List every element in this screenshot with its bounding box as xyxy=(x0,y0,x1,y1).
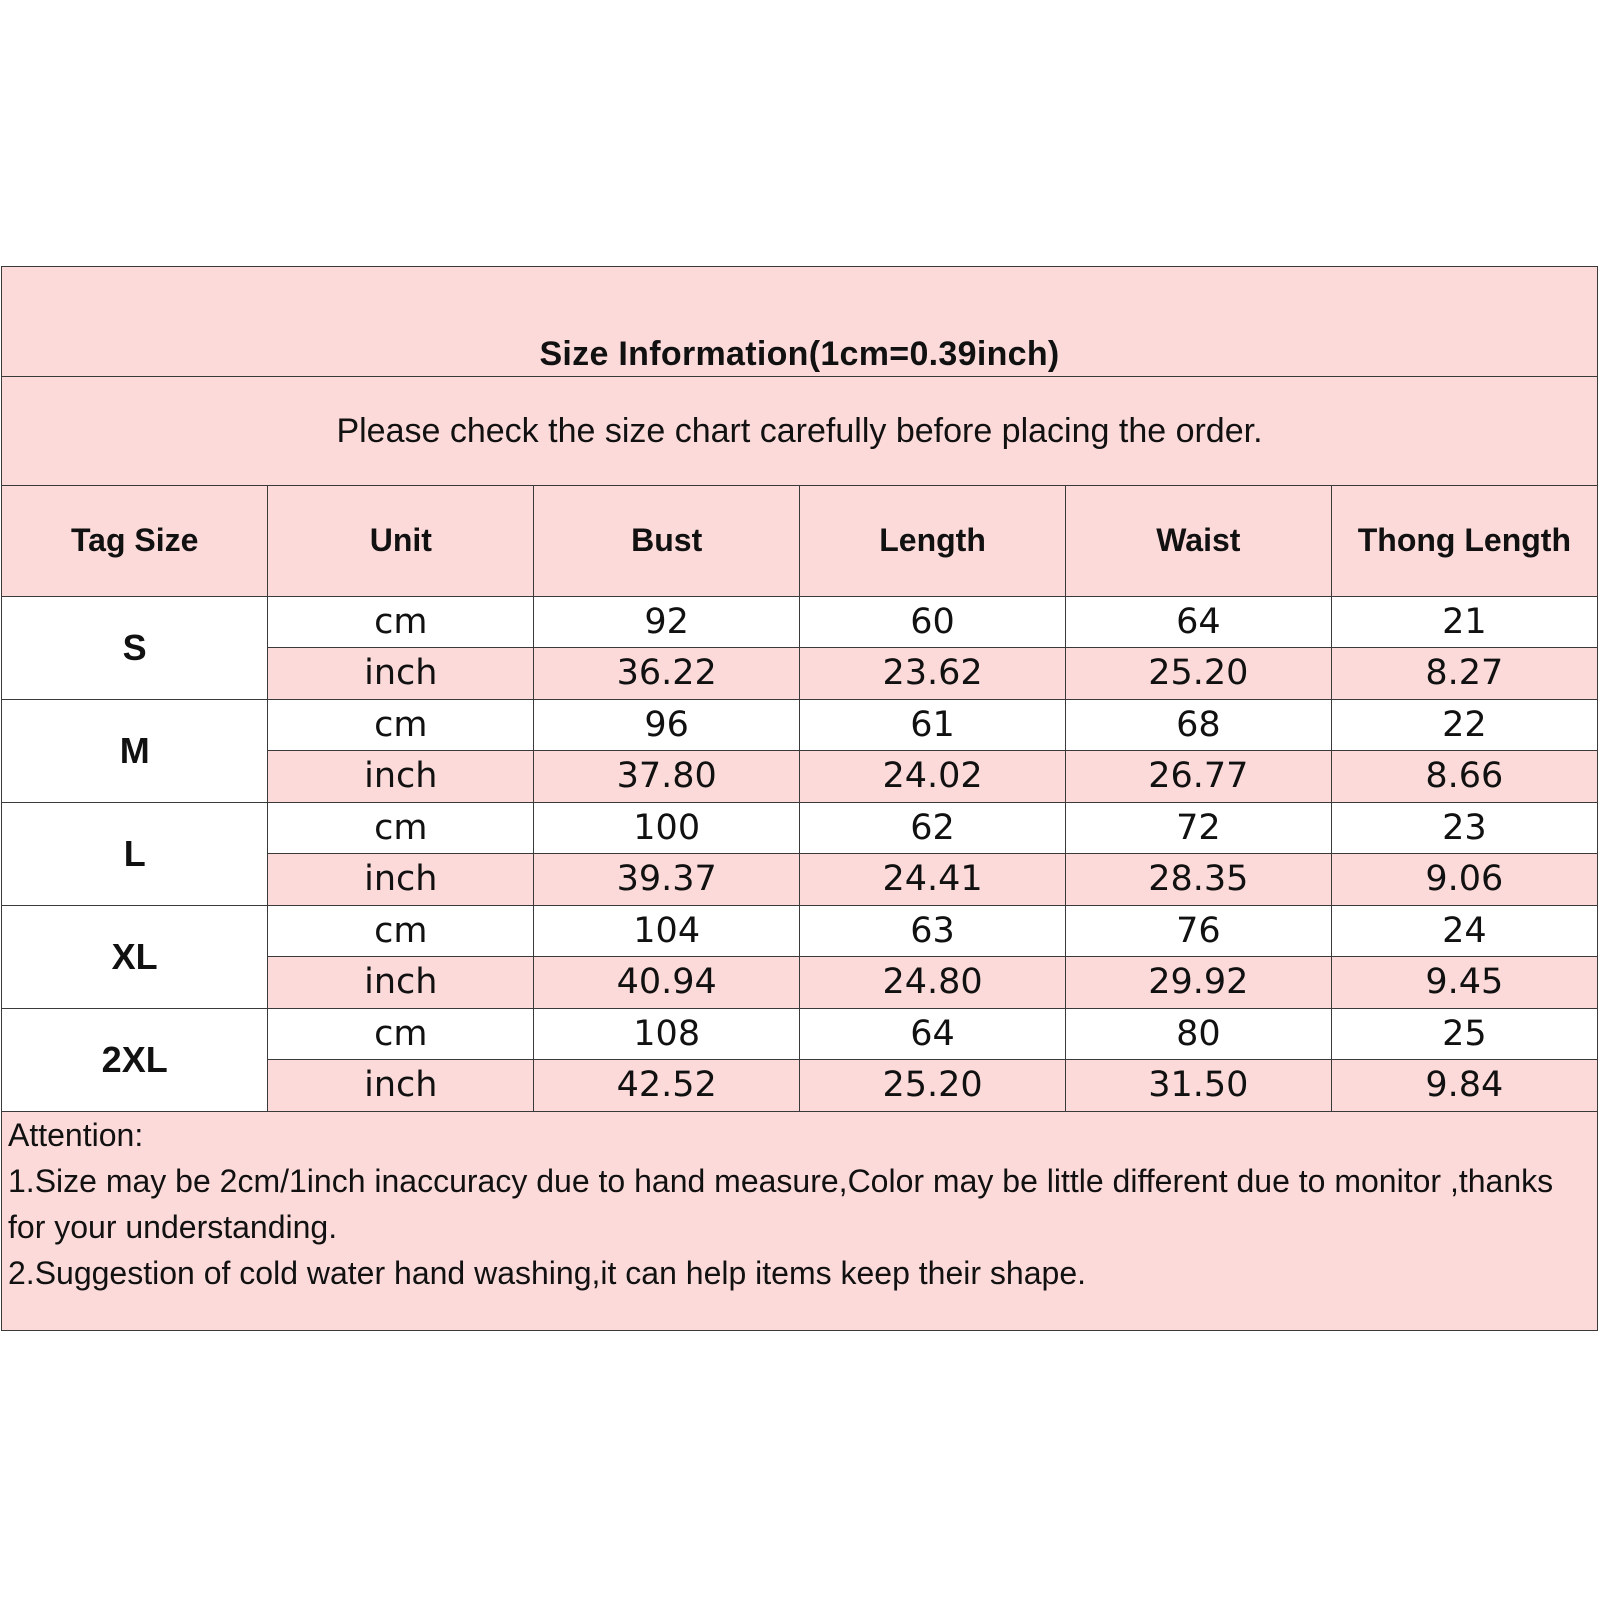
unit-cell: inch xyxy=(268,957,534,1009)
bust-cell: 36.22 xyxy=(534,648,800,700)
tag-size-cell: 2XL xyxy=(2,1008,268,1111)
waist-cell: 80 xyxy=(1066,1008,1332,1060)
thong-length-cell: 25 xyxy=(1331,1008,1597,1060)
table-header-row xyxy=(2,486,1597,596)
bust-cell: 42.52 xyxy=(534,1060,800,1112)
column-header-thong-length: Thong Length xyxy=(1331,486,1597,596)
tag-size-cell: S xyxy=(2,596,268,699)
thong-length-cell: 22 xyxy=(1331,699,1597,751)
column-header-length: Length xyxy=(800,486,1066,596)
length-cell: 23.62 xyxy=(800,648,1066,700)
thong-length-cell: 9.84 xyxy=(1331,1060,1597,1112)
waist-cell: 64 xyxy=(1066,596,1332,648)
thong-length-cell: 9.45 xyxy=(1331,957,1597,1009)
attention-note-1: 1.Size may be 2cm/1inch inaccuracy due to hand measure,Color may be little different due to monitor ,thanks for your understanding. xyxy=(8,1163,1554,1245)
bust-cell: 92 xyxy=(534,596,800,648)
title-row xyxy=(2,267,1597,377)
waist-cell: 25.20 xyxy=(1066,648,1332,700)
length-cell: 62 xyxy=(800,802,1066,854)
table-row xyxy=(2,905,1597,957)
size-chart-sheet xyxy=(1,266,1598,1331)
unit-cell: cm xyxy=(268,596,534,648)
bust-cell: 40.94 xyxy=(534,957,800,1009)
unit-cell: cm xyxy=(268,1008,534,1060)
tag-size-cell: XL xyxy=(2,905,268,1008)
tag-size-cell: M xyxy=(2,699,268,802)
bust-cell: 100 xyxy=(534,802,800,854)
notice-text: Please check the size chart carefully before placing the order. xyxy=(336,411,1263,450)
bust-cell: 96 xyxy=(534,699,800,751)
bust-cell: 104 xyxy=(534,905,800,957)
bust-cell: 108 xyxy=(534,1008,800,1060)
waist-cell: 68 xyxy=(1066,699,1332,751)
waist-cell: 72 xyxy=(1066,802,1332,854)
attention-heading: Attention: xyxy=(8,1117,144,1153)
unit-cell: cm xyxy=(268,699,534,751)
table-row xyxy=(2,802,1597,854)
column-header-tag-size: Tag Size xyxy=(2,486,268,596)
bust-cell: 37.80 xyxy=(534,751,800,803)
bust-cell: 39.37 xyxy=(534,854,800,906)
waist-cell: 26.77 xyxy=(1066,751,1332,803)
thong-length-cell: 21 xyxy=(1331,596,1597,648)
thong-length-cell: 8.27 xyxy=(1331,648,1597,700)
unit-cell: inch xyxy=(268,751,534,803)
thong-length-cell: 24 xyxy=(1331,905,1597,957)
thong-length-cell: 9.06 xyxy=(1331,854,1597,906)
unit-cell: inch xyxy=(268,648,534,700)
tag-size-cell: L xyxy=(2,802,268,905)
waist-cell: 31.50 xyxy=(1066,1060,1332,1112)
length-cell: 25.20 xyxy=(800,1060,1066,1112)
table-row xyxy=(2,596,1597,648)
column-header-unit: Unit xyxy=(268,486,534,596)
unit-cell: cm xyxy=(268,802,534,854)
length-cell: 61 xyxy=(800,699,1066,751)
notice-row xyxy=(2,377,1597,486)
size-chart-title: Size Information(1cm=0.39inch) xyxy=(539,335,1060,373)
attention-notes xyxy=(2,1112,1597,1296)
table-row xyxy=(2,1008,1597,1060)
unit-cell: inch xyxy=(268,1060,534,1112)
waist-cell: 28.35 xyxy=(1066,854,1332,906)
length-cell: 63 xyxy=(800,905,1066,957)
length-cell: 60 xyxy=(800,596,1066,648)
thong-length-cell: 8.66 xyxy=(1331,751,1597,803)
waist-cell: 76 xyxy=(1066,905,1332,957)
waist-cell: 29.92 xyxy=(1066,957,1332,1009)
length-cell: 24.02 xyxy=(800,751,1066,803)
unit-cell: inch xyxy=(268,854,534,906)
column-header-bust: Bust xyxy=(534,486,800,596)
length-cell: 24.41 xyxy=(800,854,1066,906)
table-row xyxy=(2,699,1597,751)
thong-length-cell: 23 xyxy=(1331,802,1597,854)
attention-note-2: 2.Suggestion of cold water hand washing,it can help items keep their shape. xyxy=(8,1255,1086,1291)
unit-cell: cm xyxy=(268,905,534,957)
size-table xyxy=(2,486,1597,1112)
length-cell: 24.80 xyxy=(800,957,1066,1009)
column-header-waist: Waist xyxy=(1066,486,1332,596)
length-cell: 64 xyxy=(800,1008,1066,1060)
